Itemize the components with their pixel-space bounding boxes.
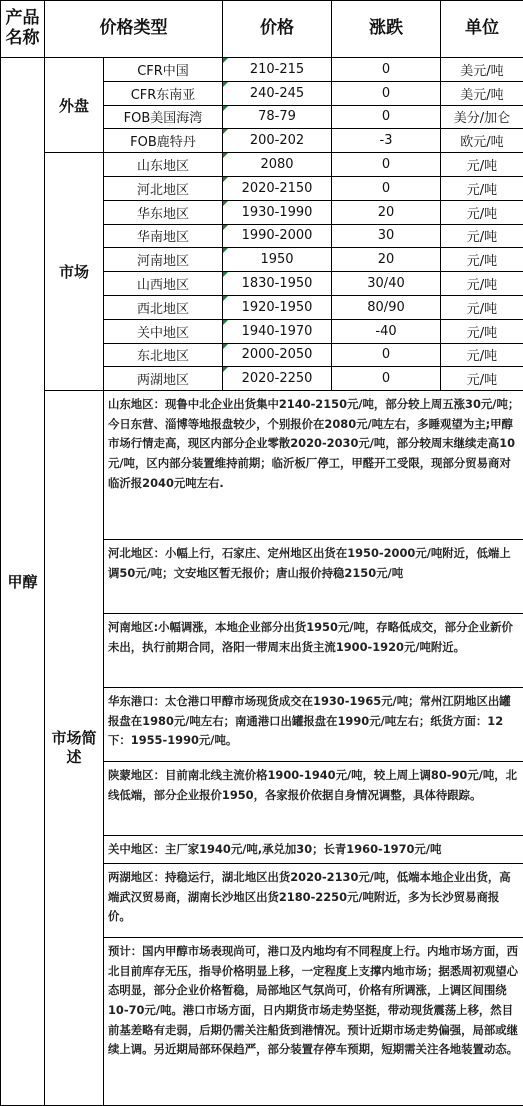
price-value: 2020-2250 bbox=[223, 367, 332, 391]
price-value: 1930-1990 bbox=[223, 200, 332, 224]
change-value: 80/90 bbox=[332, 295, 441, 319]
region-name: 河南地区 bbox=[104, 248, 223, 272]
header-product: 产品名称 bbox=[1, 1, 45, 58]
region-name: 关中地区 bbox=[104, 319, 223, 343]
change-value: 0 bbox=[332, 81, 441, 105]
product-name: 甲醇 bbox=[1, 58, 45, 1106]
change-value: 0 bbox=[332, 105, 441, 129]
region-name: 两湖地区 bbox=[104, 367, 223, 391]
change-value: -40 bbox=[332, 319, 441, 343]
unit-value: 元/吨 bbox=[441, 248, 523, 272]
commentary-row bbox=[1, 391, 523, 540]
unit-value: 元/吨 bbox=[441, 319, 523, 343]
price-value: 240-245 bbox=[223, 81, 332, 105]
price-value: 210-215 bbox=[223, 58, 332, 82]
unit-value: 美元/吨 bbox=[441, 58, 523, 82]
unit-value: 元/吨 bbox=[441, 224, 523, 248]
table-row bbox=[1, 153, 523, 177]
commentary-hebei: 河北地区：小幅上行，石家庄、定州地区出货在1950-2000元/吨附近，低端上调50元/吨；文安地区暂无报价；唐山报价持稳2150元/吨 bbox=[104, 540, 523, 614]
commentary-henan: 河南地区:小幅调涨，本地企业部分出货1950元/吨，存略低成交，部分企业新价未出，执行前期合同，洛阳一带周末出货主流1900-1920元/吨附近。 bbox=[104, 614, 523, 688]
group-commentary: 市场简述 bbox=[45, 391, 104, 1106]
price-value: 2020-2150 bbox=[223, 176, 332, 200]
unit-value: 元/吨 bbox=[441, 367, 523, 391]
change-value: 30 bbox=[332, 224, 441, 248]
region-name: 西北地区 bbox=[104, 295, 223, 319]
header-row bbox=[1, 1, 523, 58]
region-name: 华南地区 bbox=[104, 224, 223, 248]
price-value: 2080 bbox=[223, 153, 332, 177]
price-type: FOB鹿特丹 bbox=[104, 129, 223, 153]
price-value: 200-202 bbox=[223, 129, 332, 153]
unit-value: 元/吨 bbox=[441, 295, 523, 319]
region-name: 山东地区 bbox=[104, 153, 223, 177]
price-value: 2000-2050 bbox=[223, 343, 332, 367]
price-type: CFR中国 bbox=[104, 58, 223, 82]
commentary-shaanxi-mongolia: 陕蒙地区：目前南北线主流价格1900-1940元/吨，较上周上调80-90元/吨，北线低端，部分企业报价1950，各家报价依据自身情况调整，具体待跟踪。 bbox=[104, 762, 523, 836]
unit-value: 元/吨 bbox=[441, 272, 523, 296]
commentary-shandong: 山东地区：现鲁中北企业出货集中2140-2150元/吨，部分较上周五涨30元/吨；今日东营、淄博等地报盘较少，个别报价在2080元/吨左右，多睡观望为主;甲醇市场行情走高，现区内部分企业零散2020-2030元/吨，部分较周末继续走高10元/吨，区内部分装置维持前期；临沂板厂停工，甲醛开工受限，现部分贸易商对临沂报2040元吨左右. bbox=[104, 391, 523, 540]
change-value: 0 bbox=[332, 367, 441, 391]
change-value: 0 bbox=[332, 153, 441, 177]
commentary-guanzhong: 关中地区：主厂家1940元/吨,承兑加30；长青1960-1970元/吨 bbox=[104, 836, 523, 864]
group-market: 市场 bbox=[45, 153, 104, 391]
change-value: -3 bbox=[332, 129, 441, 153]
commentary-forecast: 预计：国内甲醇市场表现尚可，港口及内地均有不同程度上行。内地市场方面，西北目前库存无压，指导价格明显上移，一定程度上支撑内地市场；据悉周初观望心态明显，部分企业价格暂稳，局部地区气氛尚可，价格有所调涨，上调区间围绕10-70元/吨。港口市场方面，日内期货市场走势坚挺，带动现货震荡上移，然目前基差略有走弱，后期仍需关注船货到港情况。预计近期市场走势偏强，局部或继续上调。另近期局部环保趋严，部分装置存停车预期，短期需关注各地装置动态。 bbox=[104, 938, 523, 1106]
change-value: 20 bbox=[332, 200, 441, 224]
price-value: 78-79 bbox=[223, 105, 332, 129]
price-value: 1940-1970 bbox=[223, 319, 332, 343]
price-value: 1990-2000 bbox=[223, 224, 332, 248]
table-row bbox=[1, 58, 523, 82]
change-value: 0 bbox=[332, 58, 441, 82]
change-value: 0 bbox=[332, 176, 441, 200]
change-value: 30/40 bbox=[332, 272, 441, 296]
region-name: 河北地区 bbox=[104, 176, 223, 200]
price-value: 1950 bbox=[223, 248, 332, 272]
region-name: 东北地区 bbox=[104, 343, 223, 367]
unit-value: 欧元/吨 bbox=[441, 129, 523, 153]
commentary-east-china-port: 华东港口：太仓港口甲醇市场现货成交在1930-1965元/吨；常州江阴地区出罐报盘在1980元/吨左右；南通港口出罐报盘在1990元/吨左右；纸货方面：12下：1955-1990元/吨。 bbox=[104, 688, 523, 762]
price-value: 1830-1950 bbox=[223, 272, 332, 296]
price-type: CFR东南亚 bbox=[104, 81, 223, 105]
header-price-type: 价格类型 bbox=[45, 1, 223, 58]
commentary-lianghu: 两湖地区：持稳运行，湖北地区出货2020-2130元/吨，低端本地企业出货，高端武汉贸易商，湖南长沙地区出货2180-2250元/吨附近，多为长沙贸易商报价。 bbox=[104, 864, 523, 938]
region-name: 山西地区 bbox=[104, 272, 223, 296]
change-value: 20 bbox=[332, 248, 441, 272]
price-type: FOB美国海湾 bbox=[104, 105, 223, 129]
unit-value: 元/吨 bbox=[441, 343, 523, 367]
header-unit: 单位 bbox=[441, 1, 523, 58]
unit-value: 元/吨 bbox=[441, 176, 523, 200]
header-change: 涨跌 bbox=[332, 1, 441, 58]
unit-value: 美元/吨 bbox=[441, 81, 523, 105]
region-name: 华东地区 bbox=[104, 200, 223, 224]
group-external: 外盘 bbox=[45, 58, 104, 153]
header-price: 价格 bbox=[223, 1, 332, 58]
price-value: 1920-1950 bbox=[223, 295, 332, 319]
unit-value: 美分/加仑 bbox=[441, 105, 523, 129]
change-value: 0 bbox=[332, 343, 441, 367]
unit-value: 元/吨 bbox=[441, 200, 523, 224]
unit-value: 元/吨 bbox=[441, 153, 523, 177]
